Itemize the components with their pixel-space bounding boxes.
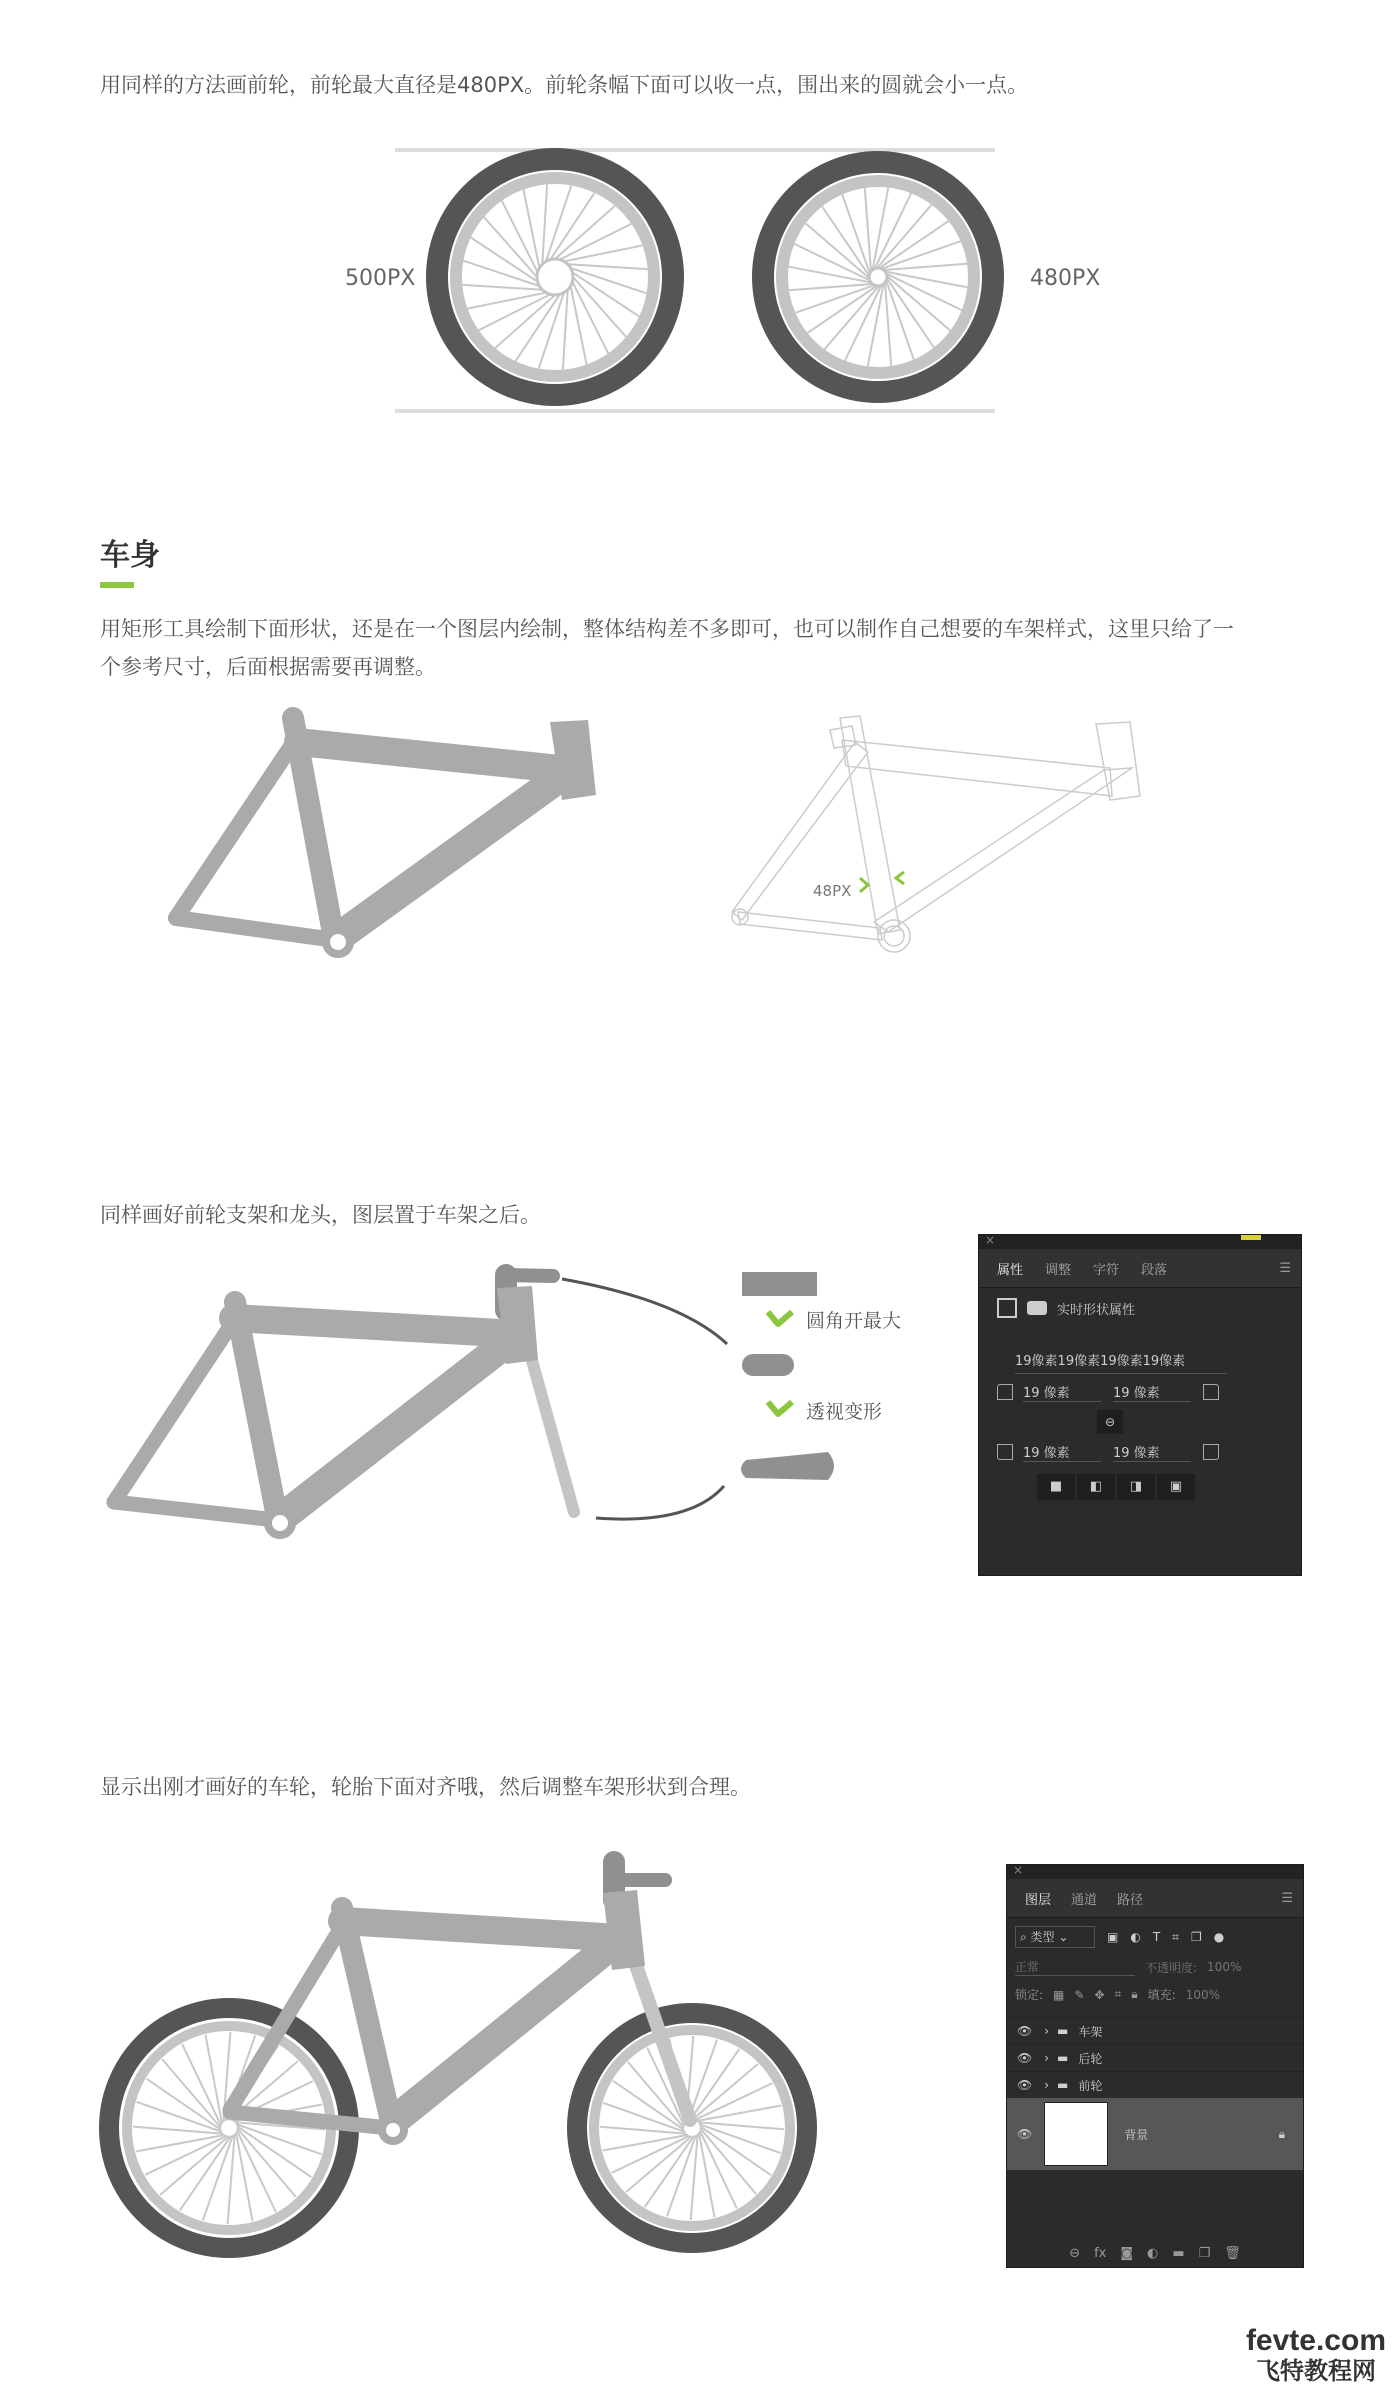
fork-paragraph: 同样画好前轮支架和龙头，图层置于车架之后。	[100, 1203, 541, 1227]
filter-shape-icon[interactable]: ⌗	[1172, 1929, 1179, 1944]
path-exclude-icon[interactable]: ▣	[1157, 1474, 1195, 1500]
radius-top-left-field[interactable]: 19 像素	[1023, 1382, 1101, 1402]
layers-close-icon[interactable]: ×	[1013, 1864, 1024, 1877]
spoke	[523, 190, 539, 269]
layer-style-icon[interactable]: fx	[1094, 2246, 1107, 2261]
step-perspective-shape	[741, 1452, 834, 1480]
lock-pixels-icon[interactable]: ▦	[1053, 1987, 1065, 2002]
expand-chevron-icon[interactable]: ›	[1044, 2051, 1050, 2065]
bike-front-wheel	[577, 2013, 807, 2243]
corner-top-left-icon[interactable]	[997, 1384, 1013, 1400]
adjustment-layer-icon[interactable]: ◐	[1147, 2246, 1159, 2261]
frame-solid	[176, 718, 596, 954]
lock-move-icon[interactable]: ✥	[1094, 1987, 1105, 2002]
fork-steps	[562, 1272, 901, 1519]
lock-all-icon[interactable]: 🔒︎	[1131, 1987, 1138, 2001]
frame-dimension-label: 48PX	[813, 882, 852, 900]
step-round-corners-label: 圆角开最大	[806, 1310, 902, 1332]
spoke	[539, 293, 564, 369]
folder-icon: ▬	[1057, 2078, 1069, 2092]
mask-icon	[1027, 1301, 1047, 1315]
link-layers-icon[interactable]: ⊖	[1069, 2246, 1081, 2261]
layer-name: 车架	[1078, 2024, 1103, 2039]
visibility-eye-icon[interactable]: 👁︎	[1017, 2051, 1033, 2065]
opacity-label: 不透明度:	[1145, 1960, 1198, 1975]
radius-top-right-field[interactable]: 19 像素	[1113, 1382, 1191, 1402]
new-layer-icon[interactable]: ❐	[1198, 2246, 1211, 2261]
properties-panel	[978, 1234, 1302, 1576]
watermark-logo	[1246, 2326, 1386, 2386]
spoke	[542, 184, 547, 264]
spoke	[564, 245, 643, 261]
tab-paragraph[interactable]: 段落	[1141, 1262, 1168, 1278]
lock-icon: 🔒︎	[1278, 2126, 1285, 2141]
wheel-comparison	[345, 150, 1100, 411]
tab-paths[interactable]: 路径	[1117, 1892, 1144, 1908]
spoke	[571, 268, 647, 293]
delete-layer-icon[interactable]: 🗑︎	[1224, 2246, 1241, 2261]
path-subtract-icon[interactable]: ◧	[1077, 1474, 1115, 1500]
expand-chevron-icon[interactable]: ›	[1044, 2024, 1050, 2038]
spoke	[468, 293, 547, 309]
new-group-icon[interactable]: ▬	[1172, 2246, 1185, 2261]
layer-name: 后轮	[1078, 2051, 1103, 2066]
path-combine-icon[interactable]: ■	[1037, 1474, 1075, 1500]
visibility-eye-icon[interactable]: 👁︎	[1017, 2024, 1033, 2038]
spoke	[495, 295, 555, 348]
spoke	[463, 261, 539, 286]
layers-panel	[1006, 1864, 1304, 2268]
panel-menu-icon[interactable]: ☰	[1279, 1260, 1291, 1276]
layers-menu-icon[interactable]: ☰	[1281, 1890, 1293, 1906]
filter-smart-icon[interactable]: ❐	[1190, 1930, 1202, 1944]
layer-row-rear-wheel[interactable]	[1007, 2044, 1303, 2071]
bike-rear-wheel	[109, 2008, 349, 2248]
spoke	[806, 223, 871, 279]
layer-thumbnail	[1044, 2102, 1108, 2166]
filter-adjustment-icon[interactable]: ◐	[1130, 1930, 1141, 1944]
front-wheel-paragraph: 用同样的方法画前轮，前轮最大直径是480PX。前轮条幅下面可以收一点，围出来的圆就会小一点。	[100, 73, 1029, 97]
radius-summary: 19像素19像素19像素19像素	[1015, 1350, 1227, 1374]
lock-label: 锁定:	[1015, 1988, 1044, 2002]
shape-properties-icon	[997, 1298, 1017, 1318]
layer-row-frame[interactable]	[1007, 2017, 1303, 2044]
assembled-bicycle	[109, 1862, 807, 2248]
layer-row-background[interactable]	[1007, 2098, 1303, 2170]
spoke	[822, 207, 870, 278]
spoke	[568, 264, 648, 269]
filter-toggle-icon[interactable]: ●	[1213, 1930, 1225, 1944]
wheel-500-label: 500PX	[345, 266, 416, 291]
layer-filter-label: 类型	[1030, 1930, 1055, 1944]
radius-bottom-left-field[interactable]: 19 像素	[1023, 1442, 1101, 1462]
front-wheel-480	[763, 162, 993, 392]
folder-icon: ▬	[1057, 2051, 1069, 2065]
layer-name: 前轮	[1078, 2078, 1103, 2093]
live-shape-title: 实时形状属性	[1057, 1302, 1136, 1318]
layer-row-front-wheel[interactable]	[1007, 2071, 1303, 2098]
tab-channels[interactable]: 通道	[1071, 1892, 1098, 1908]
fill-value[interactable]: 100%	[1185, 1987, 1221, 2002]
layer-filter-select[interactable]: ⌕ 类型 ⌄	[1015, 1926, 1095, 1948]
spoke	[484, 217, 537, 277]
spoke	[563, 290, 568, 370]
section-heading: 车身	[100, 538, 160, 573]
spoke	[571, 286, 587, 365]
spoke	[573, 277, 626, 337]
spoke	[824, 285, 880, 350]
step-rounded-rect	[742, 1354, 794, 1376]
filter-type-icon[interactable]: T	[1152, 1930, 1161, 1944]
watermark-en: fevte.com	[1245, 2324, 1386, 2357]
rear-wheel-500	[437, 159, 673, 395]
fill-label: 填充:	[1147, 1988, 1176, 2002]
folder-icon: ▬	[1057, 2024, 1069, 2038]
tab-adjustments[interactable]: 调整	[1045, 1262, 1072, 1278]
watermark-cn: 飞特教程网	[1255, 2357, 1376, 2385]
add-mask-icon[interactable]: ◙	[1120, 2246, 1133, 2261]
path-intersect-icon[interactable]: ◨	[1117, 1474, 1155, 1500]
visibility-eye-icon[interactable]: 👁︎	[1017, 2078, 1033, 2092]
corner-bottom-right-icon[interactable]	[1203, 1444, 1219, 1460]
spoke	[886, 275, 951, 331]
wheel-480-label: 480PX	[1030, 266, 1101, 291]
tab-properties[interactable]: 属性	[997, 1262, 1024, 1278]
assemble-paragraph: 显示出刚才画好的车轮，轮胎下面对齐哦，然后调整车架形状到合理。	[100, 1775, 751, 1799]
panel-close-icon[interactable]: ×	[985, 1234, 996, 1247]
visibility-eye-icon[interactable]: 👁︎	[1017, 2127, 1033, 2141]
lock-paint-icon[interactable]: ✎	[1074, 1987, 1085, 2002]
lock-artboard-icon[interactable]: ⌗	[1114, 1987, 1122, 2001]
spoke	[555, 206, 615, 259]
filter-pixel-icon[interactable]: ▣	[1107, 1930, 1119, 1944]
layer-name: 背景	[1124, 2127, 1149, 2142]
blend-mode-select[interactable]: 正常	[1015, 1958, 1135, 1976]
spoke	[886, 277, 934, 348]
tab-layers[interactable]: 图层	[1025, 1892, 1052, 1908]
frame-intro-paragraph: 用矩形工具绘制下面形状，还是在一个图层内绘制，整体结构差不多即可，也可以制作自己想要的车架样式，这里只给了一个参考尺寸，后面根据需要再调整。	[100, 617, 1234, 679]
expand-chevron-icon[interactable]: ›	[1044, 2078, 1050, 2092]
corner-bottom-left-icon[interactable]	[997, 1444, 1013, 1460]
step-rectangle	[742, 1272, 817, 1296]
corner-top-right-icon[interactable]	[1203, 1384, 1219, 1400]
spoke	[876, 205, 932, 270]
spoke	[462, 285, 542, 290]
step-perspective-label: 透视变形	[806, 1401, 883, 1423]
link-radius-button[interactable]: ⊖	[1097, 1410, 1123, 1434]
spoke	[878, 221, 949, 269]
tab-character[interactable]: 字符	[1093, 1262, 1120, 1278]
frame-with-fork	[114, 1275, 574, 1535]
spoke	[808, 285, 879, 333]
radius-bottom-right-field[interactable]: 19 像素	[1113, 1442, 1191, 1462]
spoke	[546, 185, 571, 261]
frame-wireframe	[732, 716, 1140, 952]
opacity-value[interactable]: 100%	[1207, 1960, 1242, 1974]
